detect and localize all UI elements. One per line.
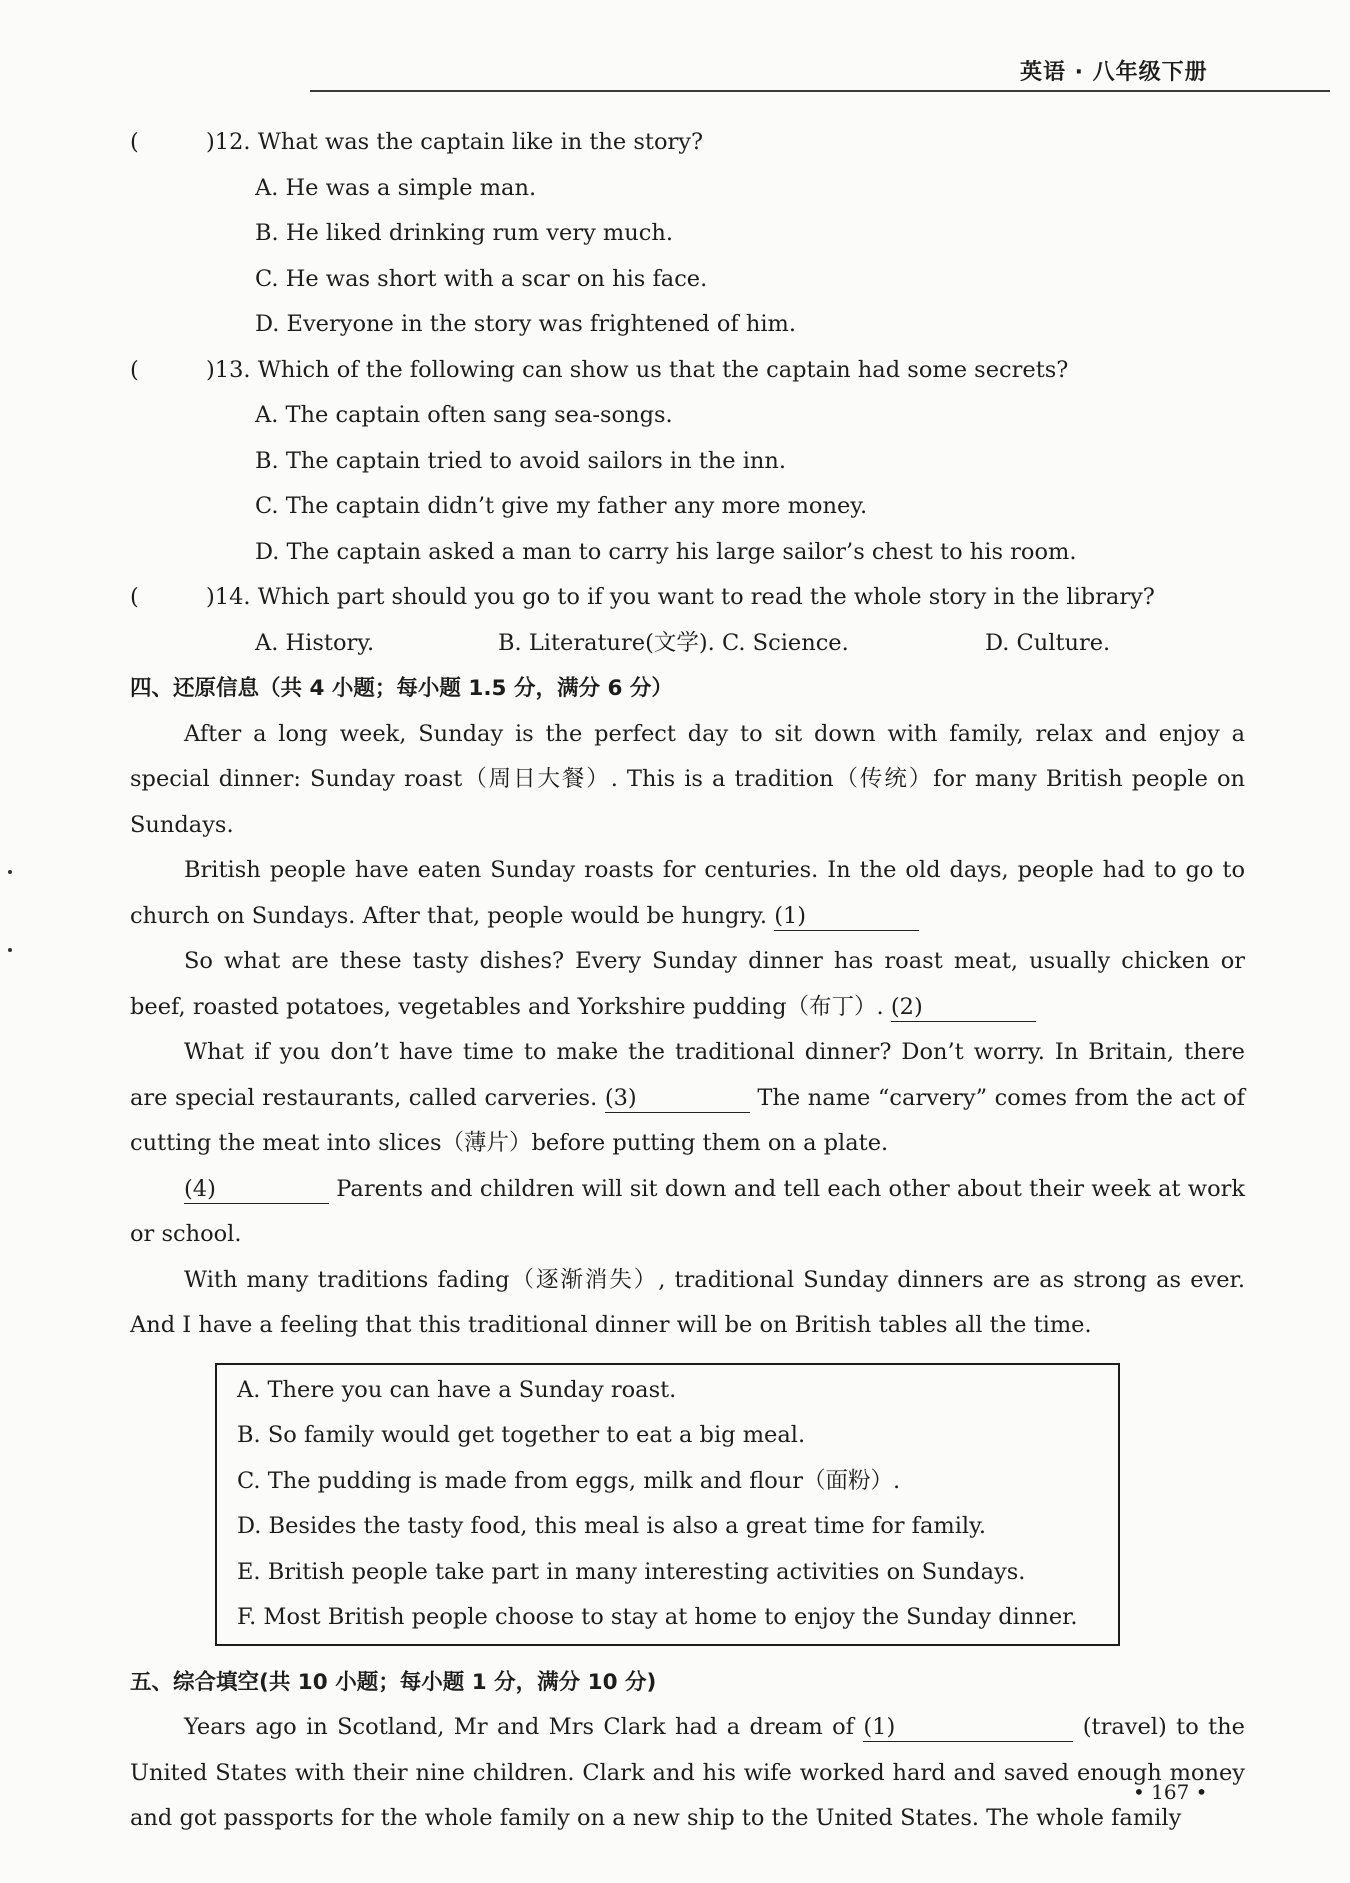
page-content (130, 120, 1245, 1842)
option: B. Literature(文学). C. Science. (498, 629, 849, 656)
option: B. The captain tried to avoid sailors in the inn. (255, 447, 787, 474)
option: C. He was short with a scar on his face. (255, 265, 708, 292)
passage-paragraph: After a long week, Sunday is the perfect day to sit down with family, relax and enjoy a special dinner: Sunday roast（周日大餐）. This is a tradition（传统）for many British people on Sundays. (130, 720, 1245, 838)
question-14 (130, 575, 1245, 621)
passage-paragraph: With many traditions fading（逐渐消失）, traditional Sunday dinners are as strong as ever. And I have a feeling that this traditional dinner will be on British tables all the time. (130, 1266, 1245, 1338)
choice-item: C. The pudding is made from eggs, milk and flour（面粉）. (237, 1467, 901, 1494)
answer-blank-4[interactable]: (4) (184, 1175, 329, 1204)
section-4-heading: 四、还原信息（共 4 小题；每小题 1.5 分，满分 6 分） (130, 676, 673, 701)
header-title: 英语 · 八年级下册 (1020, 60, 1208, 85)
answer-paren[interactable]: ( (130, 129, 139, 155)
question-stem: )14. Which part should you go to if you want to read the whole story in the library? (206, 584, 1155, 610)
answer-blank-2[interactable]: (2) (891, 993, 1036, 1022)
choice-item: A. There you can have a Sunday roast. (237, 1376, 677, 1403)
option: B. He liked drinking rum very much. (255, 220, 673, 246)
question-13 (130, 348, 1245, 394)
option: D. Culture. (985, 629, 1111, 656)
option: A. He was a simple man. (255, 174, 537, 201)
choice-item: F. Most British people choose to stay at home to enjoy the Sunday dinner. (237, 1604, 1078, 1630)
passage-paragraph (130, 1705, 1245, 1842)
option: A. History. (255, 629, 375, 656)
passage-paragraph (130, 939, 1245, 1030)
page-header (0, 0, 1350, 95)
choices-box (215, 1363, 1120, 1646)
paragraph-text: Parents and children will sit down and tell each other about their week at work or school. (130, 1175, 1246, 1247)
question-stem: )13. Which of the following can show us that the captain had some secrets? (206, 356, 1069, 383)
paragraph-text: Years ago in Scotland, Mr and Mrs Clark had a dream of (184, 1714, 854, 1740)
choice-item: E. British people take part in many interesting activities on Sundays. (237, 1558, 1026, 1585)
answer-blank-1[interactable]: (1) (774, 902, 919, 931)
paragraph-text: So what are these tasty dishes? Every Sunday dinner has roast meat, usually chicken or beef, roasted potatoes, vegetables and Yorkshire pudding（布丁）. (130, 948, 1245, 1020)
option: C. The captain didn’t give my father any more money. (255, 493, 868, 519)
question-stem: )12. What was the captain like in the story? (206, 129, 704, 155)
option: D. The captain asked a man to carry his large sailor’s chest to his room. (255, 538, 1077, 565)
paragraph-text: British people have eaten Sunday roasts for centuries. In the old days, people had to go to church on Sundays. After that, people would be hungry. (130, 857, 1245, 929)
option: D. Everyone in the story was frightened of him. (255, 311, 797, 337)
answer-blank-3[interactable]: (3) (605, 1084, 750, 1113)
choice-item: B. So family would get together to eat a big meal. (237, 1422, 806, 1448)
paragraph-text: (travel) to the United States with their nine children. Clark and his wife worked hard and saved enough money and got passports for the whole family on a new ship to the United States. The whole family (130, 1714, 1245, 1831)
passage-paragraph (130, 1030, 1245, 1167)
passage-paragraph (130, 848, 1245, 939)
margin-mark (8, 870, 12, 874)
answer-blank-1[interactable]: (1) (863, 1713, 1073, 1742)
section-5-heading: 五、综合填空(共 10 小题；每小题 1 分，满分 10 分) (130, 1669, 657, 1695)
question-12 (130, 120, 1245, 166)
option: A. The captain often sang sea-songs. (255, 402, 673, 428)
paragraph-text: The name “carvery” comes from the act of cutting the meat into slices（薄片）before putting them on a plate. (130, 1084, 1246, 1156)
paragraph-text: What if you don’t have time to make the traditional dinner? Don’t worry. In Britain, there are special restaurants, called carveries. (130, 1039, 1245, 1111)
option-row (130, 621, 1245, 667)
choice-item: D. Besides the tasty food, this meal is also a great time for family. (237, 1513, 986, 1539)
passage-paragraph (130, 1167, 1245, 1258)
header-rule (310, 90, 1330, 92)
page-number: • 167 • (1133, 1780, 1208, 1804)
margin-mark (8, 948, 12, 952)
answer-paren[interactable]: ( (130, 356, 139, 383)
answer-paren[interactable]: ( (130, 584, 139, 610)
